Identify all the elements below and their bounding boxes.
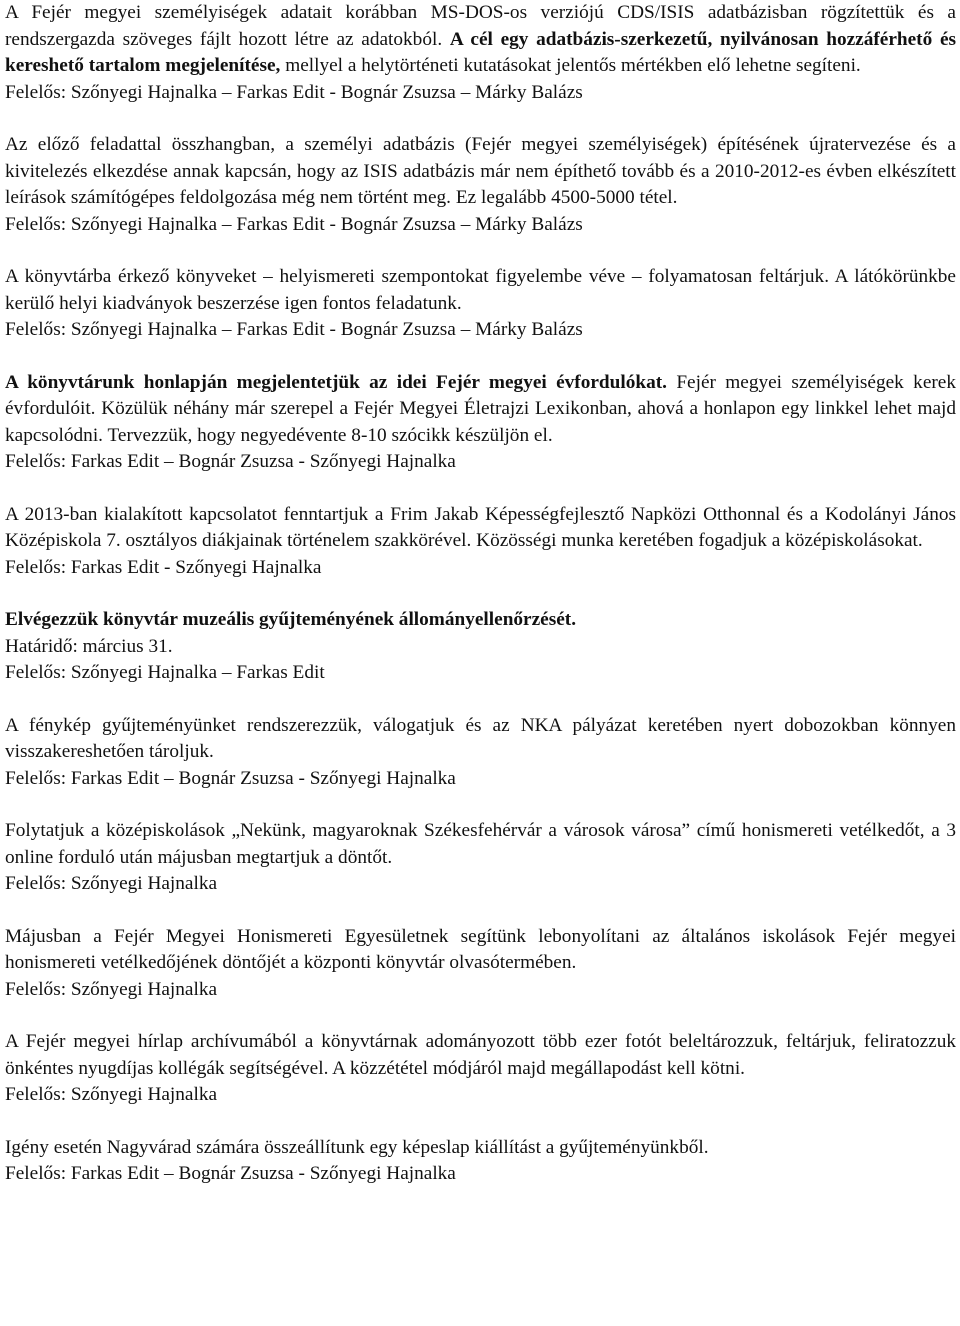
paragraph-inventory-check [5,607,956,687]
paragraph-database-redesign [5,132,956,238]
responsible-line: Felelős: Szőnyegi Hajnalka – Farkas Edit - Bognár Zsuzsa – Márky Balázs [5,213,583,235]
paragraph-quiz-elementary [5,924,956,1004]
responsible-line: Felelős: Farkas Edit – Bognár Zsuzsa - Szőnyegi Hajnalka [5,767,456,789]
responsible-line: Felelős: Farkas Edit - Szőnyegi Hajnalka [5,556,322,578]
text-segment: mellyel a helytörténeti kutatásokat jelentős mértékben elő lehetne segíteni. [280,55,861,76]
text-segment: A 2013-ban kialakított kapcsolatot fenntartjuk a Frim Jakab Képességfejlesztő Napközi Otthonnal és a Kodolányi János Középiskola 7. osztályos diákjainak történelem szakkörével. Közösségi munka keretében fogadjuk a középiskolásokat. [5,503,956,551]
document-page [5,0,956,1188]
paragraph-text [5,502,956,555]
paragraph-anniversaries [5,370,956,476]
responsible-line: Felelős: Szőnyegi Hajnalka [5,978,218,1000]
text-segment: Igény esetén Nagyvárad számára összeállítunk egy képeslap kiállítást a gyűjteményünkből. [5,1136,709,1158]
paragraph-text [5,370,956,450]
text-segment: A fénykép gyűjteményünket rendszerezzük, válogatjuk és az NKA pályázat keretében nyert dobozokban könnyen visszakereshetően tároljuk. [5,714,956,762]
bold-text-segment: A könyvtárunk honlapján megjelentetjük az idei Fejér megyei évfordulókat. [5,371,667,393]
deadline-line: Határidő: március 31. [5,635,173,657]
text-segment: Fejér megyei személyiségek kerek évfordulóit. Közülük néhány már szerepel a Fejér Megyei Életrajzi Lexikonban, ahová a honlapon egy linkkel lehet majd kapcsolódni. Tervezzük, hogy negyedévente 8-10 szócikk készüljön el. [5,371,956,446]
paragraph-text [5,1135,956,1162]
responsible-line: Felelős: Szőnyegi Hajnalka [5,873,218,894]
paragraph-text [5,607,956,634]
paragraph-text [5,132,956,212]
responsible-line: Felelős: Szőnyegi Hajnalka – Farkas Edit - Bognár Zsuzsa – Márky Balázs [5,81,583,103]
text-segment: Az előző feladattal összhangban, a személyi adatbázis (Fejér megyei személyiségek) építésének újratervezése és a kivitelezés elkezdése annak kapcsán, hogy az ISIS adatbázis már nem építhető tovább és a 2010-2012-es évben elkészített leírások számítógépes feldolgozása még nem történt meg. Ez legalább 4500-5000 tétel. [5,134,956,208]
paragraph-text [5,264,956,317]
paragraph-quiz-highschool [5,818,956,898]
paragraph-text [5,0,956,80]
bold-text-segment: A cél egy adatbázis-szerkezetű, nyilvánosan hozzáférhető és kereshető tartalom megjelenítése, [5,28,956,76]
text-segment: Folytatjuk a középiskolások „Nekünk, magyaroknak Székesfehérvár a városok városa” című honismereti vetélkedőt, a 3 online forduló után májusban megtartjuk a döntőt. [5,820,956,868]
responsible-line: Felelős: Szőnyegi Hajnalka [5,1084,218,1105]
responsible-line: Felelős: Farkas Edit – Bognár Zsuzsa - Szőnyegi Hajnalka [5,451,456,472]
paragraph-text [5,713,956,766]
paragraph-newspaper-archive [5,1029,956,1109]
paragraph-photo-collection [5,713,956,793]
paragraph-text [5,1029,956,1082]
paragraph-text [5,924,956,977]
responsible-line: Felelős: Farkas Edit – Bognár Zsuzsa - Szőnyegi Hajnalka [5,1163,456,1184]
paragraph-personal-database-display [5,0,956,106]
paragraph-text [5,818,956,871]
paragraph-school-partnership [5,502,956,582]
paragraph-postcard-exhibition [5,1135,956,1188]
paragraph-book-processing [5,264,956,344]
responsible-line: Felelős: Szőnyegi Hajnalka – Farkas Edit [5,662,325,683]
text-segment: A könyvtárba érkező könyveket – helyismereti szempontokat figyelembe véve – folyamatosan feltárjuk. A látókörünkbe kerülő helyi kiadványok beszerzése igen fontos feladatunk. [5,266,956,314]
text-segment: A Fejér megyei személyiségek adatait korábban MS-DOS-os verziójú CDS/ISIS adatbázisban rögzítettük és a rendszergazda szöveges fájlt hozott létre az adatokból. [5,2,956,50]
responsible-line: Felelős: Szőnyegi Hajnalka – Farkas Edit - Bognár Zsuzsa – Márky Balázs [5,319,583,340]
bold-text-segment: Elvégezzük könyvtár muzeális gyűjteményének állományellenőrzését. [5,609,577,630]
text-segment: A Fejér megyei hírlap archívumából a könyvtárnak adományozott több ezer fotót beleltározzuk, feltárjuk, feliratozzuk önkéntes nyugdíjas kollégák segítségével. A közzététel módjáról majd megállapodást kell kötni. [5,1031,956,1079]
text-segment: Májusban a Fejér Megyei Honismereti Egyesületnek segítünk lebonyolítani az általános iskolások Fejér megyei honismereti vetélkedőjének döntőjét a központi könyvtár olvasótermében. [5,925,956,973]
